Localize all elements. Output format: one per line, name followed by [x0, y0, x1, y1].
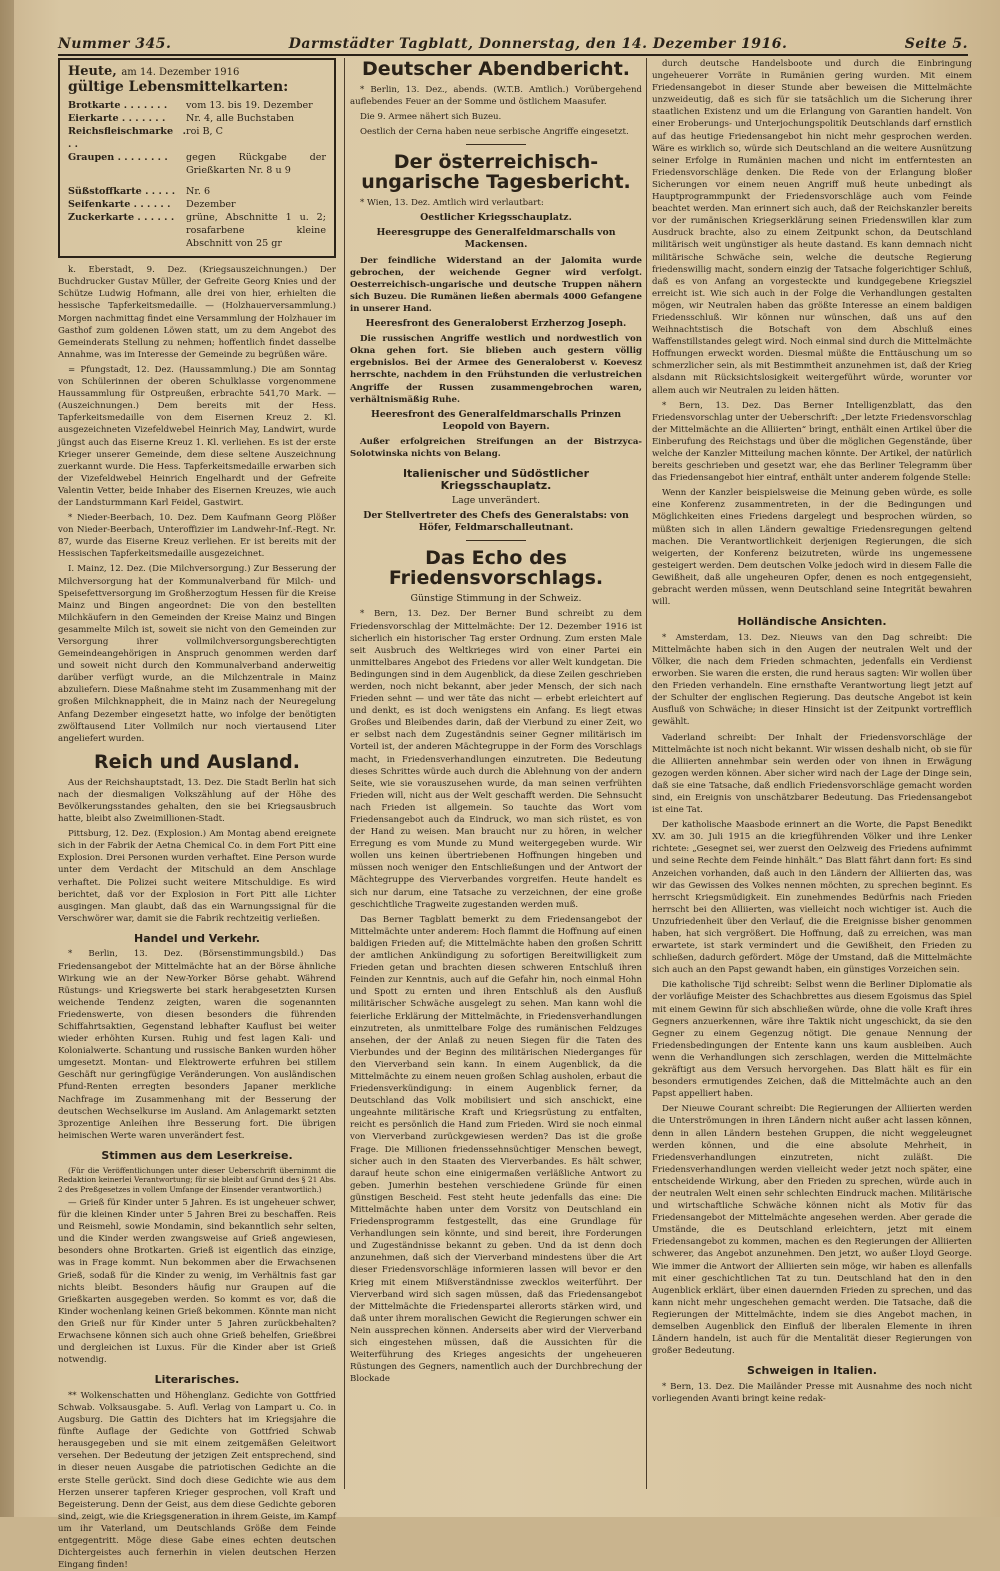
ration-row: Zuckerkarte . . . . . . grüne, Abschnitte 1 u. 2; rosafarbene kleine Abschnitt von 25 gr — [68, 212, 326, 250]
article-paragraph: Die russischen Angriffe westlich und nordwestlich von Okna gehen fort. Sie blieben auch gestern völlig ergebnislos. Bei der Armee des Generaloberst v. Koevesz herrschte, nachdem in den Frühstunden die verlustreichen Angriffe der Russen zusammengebrochen waren, verhältnismäßig Ruhe. — [350, 334, 642, 405]
section-heading-leserkreis: Stimmen aus dem Leserkreise. — [101, 1148, 293, 1162]
section-heading-reich: Reich und Ausland. — [94, 750, 300, 773]
article-paragraph: durch deutsche Handelsboote und durch die Einbringung ungeheuerer Vorräte in Rumänien gering wurden. Mit einem Friedensangebot in dieser Stunde aber beweisen die Mittelmächte unzweideutig, daß es sich für sie tatsächlich um die Sicherung ihrer staatlichen Existenz und um die Erlangung von Garantien handelt. Von einer Eroberungs- und Unterjochungspolitik Deutschlands darf ernstlich auf das heutige Friedensangebot hin nicht mehr gesprochen werden. Wäre es wirklich so, würde sich Deutschland an die weitere Ausnützung seiner Erfolge in Rumänien machen und nicht im entferntesten an Friedensvorschläge denken. Die Rede von der Erlangung bloßer Sicherungen vor einem neuen Angriff muß heute unbedingt als Hauptprogrammpunkt der Friedensvorschläge auch vom Feinde beachtet werden. Man erinnert sich auch, daß der Reichskanzler bereits vor der rumänischen Kriegserklärung seinen Friedenswillen klar zum Ausdruck brachte, also zu einem Zeitpunkt schon, da Deutschland militärisch weit ungünstiger als heute dastand. Es kann demnach nicht militärische Schwäche sein, welche die deutsche Regierung friedenswillig macht, sondern einzig der Tatsache folgerichtiger Schluß, daß es von Anfang an vorgesteckte und kundgegebene Kriegsziel erreicht ist. Wie sich auch in der Folge die Verhandlungen gestalten mögen, wir Neutralen haben das größte Interesse an einem baldigen Friedensschluß. Wir können nur wünschen, daß uns auf den Weihnachtstisch die Botschaft von dem Abschluß eines Waffenstillstandes gelegt wird. Noch einmal sind durch die Mittelmächte Hoffnungen erweckt worden. Diesmal müßte die Enttäuschung um so schmerzlicher sein, als mit Bestimmtheit anzunehmen ist, daß der Krieg alsdann mit Rücksichtslosigkeit weitergeführt würde, worunter vor allem auch wir Neutralen zu leiden hätten. — [652, 59, 972, 396]
article-paragraph: Vaderland schreibt: Der Inhalt der Friedensvorschläge der Mittelmächte ist noch nicht bekannt. Wir wissen deshalb nicht, ob sie für die Alliierten annehmbar sein werden oder von ihnen in Erwägung gezogen werden können. Aber sicher wird nach der Lage der Dinge sein, daß sie eine Tatsache, daß endlich Friedensvorschläge gemacht worden sind, ein Ereignis von unschätzbarer Bedeutung. Das Friedensangebot ist eine Tat. — [652, 732, 972, 816]
ration-cards-box — [58, 58, 336, 258]
article-paragraph: Der Nieuwe Courant schreibt: Die Regierungen der Alliierten werden die Unterströmungen in ihren Ländern nicht außer acht lassen können, denn in allen Ländern bestehen Gruppen, die nicht weggeleugnet werden können, und die eine absolute Mehrheit, in Friedensverhandlungen einzutreten, nicht zuläßt. Die Friedensverhandlungen werden vielleicht weder jetzt noch später, eine entscheidende Wirkung, aber den Frieden zu sprechen, würde auch in der neutralen Welt einen sehr schlechten Eindruck machen. Militärische und wirtschaftliche Schwäche können nicht als Motiv für das Friedensangebot der Mittelmächte angesehen werden. Aber gerade die Umstände, die es Deutschland erleichtern, jetzt mit einem Friedensangebot zu kommen, machen es den Regierungen der Alliierten schwerer, das Angebot anzunehmen. Den jetzt, wo außer Lloyd George. Wie immer die Antwort der Alliierten sein möge, wir haben es allenfalls mit einer geschichtlichen Tat zu tun. Deutschland hat den in den Augenblick erklärt, über einen dauernden Frieden zu sprechen, und das kann nicht mehr ungeschehen gemacht werden. Die Tatsache, daß die Regierungen der Mittelmächte, indem sie dies Angebot machen, in demselben Augenblick den Einfluß der liberalen Elemente in ihren Ländern handeln, ist auch für die Mentalität dieser Regierungen von großer Bedeutung. — [652, 1104, 972, 1357]
article-paragraph: Aus der Reichshauptstadt, 13. Dez. Die Stadt Berlin hat sich nach der diesmaligen Volkszählung auf der Höhe des Bevölkerungsstandes gehalten, den sie bei Kriegsausbruch hatte, bleibt also Zweimillionen-Stadt. — [58, 777, 336, 825]
article-paragraph: Der feindliche Widerstand an der Jalomita wurde gebrochen, der weichende Gegner wird verfolgt. Oesterreichisch-ungarische und deutsche Truppen nähern sich Buzeu. Die Rumänen ließen abermals 4000 Gefangene in unserer Hand. — [350, 255, 642, 314]
article-paragraph: Der katholische Maasbode erinnert an die Worte, die Papst Benedikt XV. am 30. Juli 1915 an die kriegführenden Völker und ihre Lenker richtete: „Gesegnet sei, wer zuerst den Oelzweig des Friedens aufnimmt und seine Rechte dem Feinde hinhält.“ Das Blatt fährt dann fort: Es sind Anzeichen vorhanden, daß auch in den Ländern der Alliierten das, was wir das Gewissen des Volkes nennen möchten, zu sprechen beginnt. Es herrscht Kriegsmüdigkeit. Ein zunehmendes Bedürfnis nach Frieden herrscht bei den Alliierten, was vielleicht noch wichtiger ist. Auch die Unzufriedenheit über den Verlauf, die die Ereignisse bisher genommen haben, hat sich vergrößert. Die Hoffnung, daß zu erreichen, was man erwartete, ist stark vermindert und die Gewißheit, den Frieden zu schließen, dadurch gefördert. Möge der Umstand, daß die Mittelmächte sich auch an den Papst gewandt haben, ein günstiges Vorzeichen sein. — [652, 820, 972, 976]
article-paragraph: k. Eberstadt, 9. Dez. (Kriegsauszeichnungen.) Der Buchdrucker Gustav Müller, der Gefreite Georg Knies und der Schütze Ludwig Hofmann, alle drei von hier, erhielten die hessische Tapferkeitsmedaille. — (Holzhauerversammlung.) Morgen nachmittag findet eine Versammlung der Holzhauer im Gasthof zum goldenen Löwen statt, um zu dem Angebot des Gemeinderats Stellung zu nehmen; hoffentlich findet dasselbe Annahme, was im Interesse der Gemeinde zu begrüßen wäre. — [58, 265, 336, 360]
editorial-note: (Für die Veröffentlichungen unter dieser Ueberschrift übernimmt die Redaktion keinerlei Verantwortung; für sie bleibt auf Grund des § 21 Abs. 2 des Preßgesetzes in vollem Umfange der Einsender verantwortlich.) — [58, 1165, 336, 1194]
subheading: Oestlicher Kriegsschauplatz. — [420, 212, 572, 224]
column-divider — [646, 58, 647, 1489]
headline-abendbericht: Deutscher Abendbericht. — [361, 58, 630, 80]
section-heading-handel: Handel und Verkehr. — [134, 931, 260, 945]
ration-row: Graupen . . . . . . . . gegen Rückgabe der Grießkarten Nr. 8 u 9 — [68, 152, 326, 177]
article-paragraph: * Bern, 13. Dez. Der Berner Bund schreibt zu dem Friedensvorschlag der Mittelmächte: Der 12. Dezember 1916 ist sicherlich ein historischer Tag erster Ordnung. Zum ersten Male seit Ausbruch des Weltkrieges wird von einer Partei ein unmittelbares Angebot des Friedens vor aller Welt kundgetan. Die Bedingungen sind in dem Augenblick, da diese Zeilen geschrieben werden, noch nicht bekannt, aber jeder Mensch, der sich nach Frieden sehnt — und wer täte das nicht — erbebt erleichtert auf und denkt, es ist doch wenigstens ein Anfang. Es liegt etwas Großes und Bleibendes darin, daß der Vierbund zu einer Zeit, wo er selbst nach dem Zugeständnis seiner Gegner militärisch im Vorteil ist, der anderen Mächtegruppe in der Form des Vorschlags macht, in Friedensverhandlungen einzutreten. Die Bedeutung dieses Schrittes würde auch durch die Ablehnung von der andern Seite, wie sie vorauszusehen wurde, da man seinen verfrühten Frieden will, nicht aus der Welt geschafft werden. Die Sehnsucht nach Frieden ist allgemein. So tauchte das Wort vom Friedensangebot auch da Eindruck, wo man sich rüstet, es von der Hand zu weisen. Man braucht nur zu hören, in welcher Erregung es vom Munde zu Mund weitergegeben wurde. Wir wollen uns keinen übertriebenen Hoffnungen hingeben und müssen noch weniger den Entschließungen und der Antwort der Mächtegruppe des Vierverbandes vorgreifen. Heute handelt es sich nur darum, eine Tatsache zu verzeichnen, der eine große geschichtliche Tragweite zugestanden werden muß. — [350, 609, 642, 910]
ration-box-subtitle: gültige Lebensmittelkarten: — [68, 79, 289, 96]
column-3 — [652, 58, 972, 1489]
ration-row: Süßstoffkarte . . . . . Nr. 6 — [68, 186, 211, 198]
subheading: Heeresgruppe des Generalfeldmarschalls von Mackensen. — [376, 227, 616, 251]
previous-page-edge — [0, 0, 14, 1517]
separator-line — [466, 144, 526, 145]
section-heading-holland: Holländische Ansichten. — [737, 615, 887, 629]
ration-row: Seifenkarte . . . . . . Dezember — [68, 199, 236, 211]
page-header — [58, 30, 968, 56]
subheading-italien: Italienischer und Südöstlicher Kriegsschauplatz. — [402, 467, 590, 492]
article-paragraph: I. Mainz, 12. Dez. (Die Milchversorgung.) Zur Besserung der Milchversorgung hat der Kommunalverband für Milch- und Speisefettversorgung im Großherzogtum Hessen für die Kreise Mainz und Bingen angeordnet: Die von den bestellten Milchkäufern in den Gemeinden der Kreise Mainz und Bingen gesammelte Milch ist, soweit sie nicht von den Gemeinden zur Versorgung ihrer vollmilchversorgungsberechtigten Gemeindeangehörigen in Anspruch genommen werden darf und soweit nicht durch den Kommunalverband anderweitig darüber verfügt wurde, an die Milchzentrale in Mainz abzuliefern. Diese Maßnahme steht im Zusammenhang mit der großen Milchknappheit, die in Mainz nach der Neuregelung Anfang Dezember eingesetzt hatte, wo infolge der benötigten zwölftausend Liter Vollmilch nur noch viertausend Liter angeliefert wurden. — [58, 564, 336, 744]
section-heading-literarisches: Literarisches. — [154, 1373, 240, 1387]
article-paragraph: Oestlich der Cerna haben neue serbische Angriffe eingesetzt. — [360, 127, 629, 138]
status-line: Lage unverändert. — [451, 495, 541, 507]
ration-row: Brotkarte . . . . . . . vom 13. bis 19. Dezember — [68, 100, 313, 112]
article-paragraph: * Nieder-Beerbach, 10. Dez. Dem Kaufmann Georg Plößer von Nieder-Beerbach, Unteroffizier im Landwehr-Inf.-Regt. Nr. 87, wurde das Eiserne Kreuz verliehen. Er ist bereits mit der Hessischen Tapferkeitsmedaille ausgezeichnet. — [58, 513, 336, 560]
page-number: Seite 5. — [904, 36, 968, 52]
signature-line: Der Stellvertreter des Chefs des Generalstabs: von Höfer, Feldmarschalleutnant. — [363, 510, 629, 534]
subheading: Heeresfront des Generaloberst Erzherzog Joseph. — [365, 318, 627, 330]
article-paragraph: Pittsburg, 12. Dez. (Explosion.) Am Montag abend ereignete sich in der Fabrik der Aetna Chemical Co. in dem Fort Pitt eine Explosion. Drei Personen wurden verhaftet. Eine Person wurde unter dem Verdacht der Mitschuld an dem Anschlage verhaftet. Die Polizei sucht weitere Mitschuldige. Es wird berichtet, daß vor der Explosion in Fort Pitt alle Lichter ausgingen. Man glaubt, daß das ein Warnungssignal für die Verschwörer war, damit sie die Fabrik rechtzeitig verließen. — [58, 829, 336, 924]
article-paragraph: * Bern, 13. Dez. Die Mailänder Presse mit Ausnahme des noch nicht vorliegenden Avanti bringt keine redak- — [652, 1381, 972, 1404]
article-paragraph: * Amsterdam, 13. Dez. Nieuws van den Dag schreibt: Die Mittelmächte haben sich in den Augen der neutralen Welt und der Völker, die nach dem Frieden schmachten, jedenfalls ein Verdienst erworben. Sie waren die ersten, die rund heraus sagten: Wir wollen über den Frieden verhandeln. Eine ernsthafte Verantwortung liegt jetzt auf der Schulter der englischen Regierung. Das deutsche Angebot ist kein Ausfluß von Schwäche; in dieser Hinsicht ist der Zeitpunkt vortrefflich gewählt. — [652, 632, 972, 728]
article-paragraph: — Grieß für Kinder unter 5 Jahren. Es ist ungeheuer schwer, für die kleinen Kinder unter 5 Jahren Brei zu beschaffen. Reis und Reismehl, sowie Mondamin, sind bekanntlich sehr selten, und die Kinder werden zwangsweise auf Grieß angewiesen, besonders ohne Brotkarten. Grieß ist eigentlich das einzige, was in Frage kommt. Nun bekommen aber die Erwachsenen Grieß, sodaß für die Kinder zu wenig, im Verhältnis fast gar nichts bleibt. Besonders häufig nur Graupen auf die Grießkarten ausgegeben werden. So kommt es vor, daß die Kinder wochenlang keinen Grieß bekommen. Könnte man nicht den Grieß nur für Kinder unter 5 Jahren zurückbehalten? Erwachsene können sich auch ohne Grieß behelfen, Grießbrei und dergleichen ist Luxus. Für die Kinder aber ist Grieß notwendig. — [58, 1198, 336, 1366]
headline-echo: Das Echo des Friedensvorschlags. — [388, 547, 604, 590]
article-paragraph: * Berlin, 13. Dez., abends. (W.T.B. Amtlich.) Vorübergehend auflebendes Feuer an der Somme und östlichem Maasufer. — [350, 84, 642, 108]
issue-number: Nummer 345. — [58, 36, 172, 52]
article-paragraph: Die katholische Tijd schreibt: Selbst wenn die Berliner Diplomatie als der vorläufige Meister des Schachbrettes aus diesem Egoismus das Spiel mit einem Gewinn für sich abschließen würde, ohne die volle Kraft ihres Gegners anzuerkennen, wäre ihre Taktik nicht ungeschickt, da sie den Gegner zu einem Gegenzug nötigt. Die genaue Nennung der Friedensbedingungen der Entente kann uns kaum ausbleiben. Auch wenn die Verhandlungen sich zerschlagen, werden die Mittelmächte gekräftigt aus dem Versuch hervorgehen. Das Blatt hält es für ein besonders ermutigendes Zeichen, daß die Mittelmächte auch an den Papst appelliert haben. — [652, 980, 972, 1100]
masthead: Darmstädter Tagblatt, Donnerstag, den 14. Dezember 1916. — [288, 36, 788, 52]
article-paragraph: Wenn der Kanzler beispielsweise die Meinung geben würde, es solle eine Konferenz zusammentreten, in der die Bedingungen und Möglichkeiten eines Friedens dargelegt und besprochen würden, so müßten sich in allen Ländern gewaltige Friedensregungen geltend machen. Die Verantwortlichkeit derjenigen Regierungen, die sich weigerten, der Konferenz beizutreten, würde ins ungemessene gesteigert werden. Dem deutschen Volke jedoch wird in diesem Falle die Gewißheit, daß alle ungeheuren Opfer, denen es noch entgegensieht, gebracht werden müssen, wenn Deutschland seine Integrität bewahren will. — [652, 488, 972, 608]
article-paragraph: * Berlin, 13. Dez. (Börsenstimmungsbild.) Das Friedensangebot der Mittelmächte hat an der Börse ähnliche Wirkung wie an der New-Yorker Börse gehabt. Während Rüstungs- und Kriegswerte bei stark herabgesetzten Kursen weichende Tendenz zeigten, waren die sogenannten Friedenswerte, von diesen besonders die führenden Schiffahrtsaktien, Gegenstand lebhafter Kauflust bei weiter wieder erhöhten Kursen. Ruhig und fest lagen Kali- und Kolonialwerte. Schantung und russische Banken wurden höher umgesetzt. Montan- und Elektrowerte erfuhren bei stillem Geschäft nur geringfügige Veränderungen. Von ausländischen Pfund-Renten erregten besonders Japaner merkliche Nachfrage im Zusammenhang mit der Besserung der deutschen Wechselkurse im Ausland. Am Anlagemarkt setzten 3prozentige Anleihen ihre Besserung fort. Die übrigen heimischen Werte waren unverändert fest. — [58, 949, 336, 1141]
column-divider — [344, 58, 345, 1489]
article-paragraph: Außer erfolgreichen Streifungen an der Bistrzyca-Solotwinska nichts von Belang. — [350, 436, 642, 459]
ration-box-title: Heute, am 14. Dezember 1916 — [68, 64, 240, 79]
article-paragraph: Das Berner Tagblatt bemerkt zu dem Friedensangebot der Mittelmächte unter anderem: Hoch flammt die Hoffnung auf einen baldigen Frieden auf; die Mittelmächte haben den großen Schritt der amtlichen Ankündigung zu sofortigen Bereitwilligkeit zum Frieden getan und brachten diesen schweren Entschluß ihren Feinden zur Kenntnis, auch auf die Gefahr hin, noch einmal Hohn und Spott zu ernten und ihren Entschluß als den Ausfluß militärischer Schwäche ausgelegt zu sehen. Man kann wohl die feierliche Erklärung der Mittelmächte, in Friedensverhandlungen einzutreten, als unmittelbare Folge des rumänischen Feldzuges ansehen, der der Anlaß zu neuen Siegen für die Taten des Vierbundes und der Beginn des militärischen Niederganges für den Vierverband sein kann. In einem Augenblick, da die Mittelmächte zu einem neuen großen Schlag ausholen, erbaut die Friedensverkündigung: in einem Augenblick ferner, da Deutschland das Volk mobilisiert und sich anschickt, eine ungeahnte militärische Kraft und Kriegsrüstung zu entfalten, reicht es persönlich die Hand zum Frieden. Wird sie noch einmal von Vierverband zurückgewiesen werden? Das ist die große Frage. Die Millionen friedenssehnsüchtiger Menschen bewegt, sicher auch in den Staaten des Vierverbandes. Es hält schwer, darauf heute schon eine einigermaßen verläßliche Antwort zu geben. Jumerhin bestehen verschiedene Gründe für einen günstigen Bescheid. Fest steht heute jedenfalls das eine: Die Mittelmächte haben unter dem Vorsitz von Deutschland ein Friedensprogramm festgestellt, das eine Grundlage für Verhandlungen sein könnte, und sind bereit, ihre Forderungen und Zugeständnisse bekannt zu geben. Und da ist denn doch anzunehmen, daß sich der Vierverband mindestens über die Art dieser Friedensvorschläge informieren lassen will bevor er den Krieg mit einem Mißverständnisse zwecklos weiterführt. Der Vierverband wird sich sagen müssen, daß das Friedensangebot der Mittelmächte die Friedenspartei allerorts stärken wird, und daß unter ihrem moralischen Gewicht die Regierungen schwer ein Nein aussprechen können. Anderseits aber wird der Vierverband sich eingestehen müssen, daß die Aussichten für die Weiterführung des Krieges angesichts der ungeheueren Rüstungen des Gegners, namentlich auch der Durchbrechung der Blockade — [350, 914, 642, 1385]
column-1 — [58, 58, 336, 1571]
column-2 — [350, 58, 642, 1489]
ration-row: Eierkarte . . . . . . . Nr. 4, alle Buchstaben — [68, 113, 295, 125]
section-heading-italien: Schweigen in Italien. — [747, 1364, 877, 1378]
article-paragraph: Die 9. Armee nähert sich Buzeu. — [360, 112, 502, 123]
separator-line — [466, 540, 526, 541]
subheading: Heeresfront des Generalfeldmarschalls Prinzen Leopold von Bayern. — [370, 408, 622, 432]
article-paragraph: ** Wolkenschatten und Höhenglanz. Gedichte von Gottfried Schwab. Volksausgabe. 5. Aufl. Verlag von Lampart u. Co. in Augsburg. Die Gattin des Dichters hat im Kriegsjahre die fünfte Auflage der Gedichte von Gottfried Schwab herausgegeben und sie mit einem zeitgemäßen Geleitwort versehen. Der Bedeutung der jetzigen Zeit entsprechend, sind in dieser neuen Ausgabe die patriotischen Gedichte an die erste Stelle gerückt. Sind doch diese Gedichte wie aus dem Herzen unserer tapferen Krieger gesprochen, voll Kraft und Begeisterung. Denn der Geist, aus dem diese Gedichte geboren sind, zeigt, wie die Kriegsgeneration in ihrem Geiste, im Kampf um ihr Vaterland, um Deutschlands Größe dem Feinde entgegentritt. Möge diese Gabe eines echten deutschen Dichtergeistes auch fernerhin in vielen deutschen Herzen Eingang finden! — [58, 1390, 336, 1571]
article-paragraph: = Pfungstadt, 12. Dez. (Haussammlung.) Die am Sonntag von Schülerinnen der oberen Schulklasse vorgenommene Haussammlung für Ostpreußen, erbrachte 541,70 Mark. — (Auszeichnungen.) Dem bereits mit der Hess. Tapferkeitsmedaille von dem Eisernen Kreuz 2. Kl. ausgezeichneten Vizefeldwebel Heinrich May, Landwirt, wurde jüngst auch das Eiserne Kreuz 1. Kl. verliehen. Es ist der erste Krieger unserer Gemeinde, dem diese seltene Auszeichnung zuerkannt wurde. Die Hess. Tapferkeitsmedaille erwarben sich der Vizefeldwebel Heinrich Engelhardt und der Gefreite Valentin Vetter, beide Inhaber des Eisernen Kreuzes, wie auch der Landsturmmann Karl Feidel, Gastwirt. — [58, 364, 336, 508]
article-paragraph: * Wien, 13. Dez. Amtlich wird verlautbart: — [360, 198, 544, 209]
article-paragraph: * Bern, 13. Dez. Das Berner Intelligenzblatt, das den Friedensvorschlag unter der Ueberschrift: „Der letzte Friedensvorschlag der Mittelmächte an die Alliierten“ bringt, enthält einen Artikel über die Einberufung des Reichstags und über die möglichen Gegenstände, über welche der Kanzler Mitteilung machen könnte. Der Artikel, der natürlich bereits geschrieben und gesetzt war, ehe das Berliner Telegramm über das Friedensangebot hier eintraf, enthält unter anderem folgende Stelle: — [652, 400, 972, 484]
subheading: Günstige Stimmung in der Schweiz. — [410, 593, 582, 605]
ration-row: Reichsfleischmarke . . . roi B, C — [68, 126, 223, 151]
headline-oesterreich: Der österreichisch-ungarische Tagesbericht. — [361, 151, 631, 194]
